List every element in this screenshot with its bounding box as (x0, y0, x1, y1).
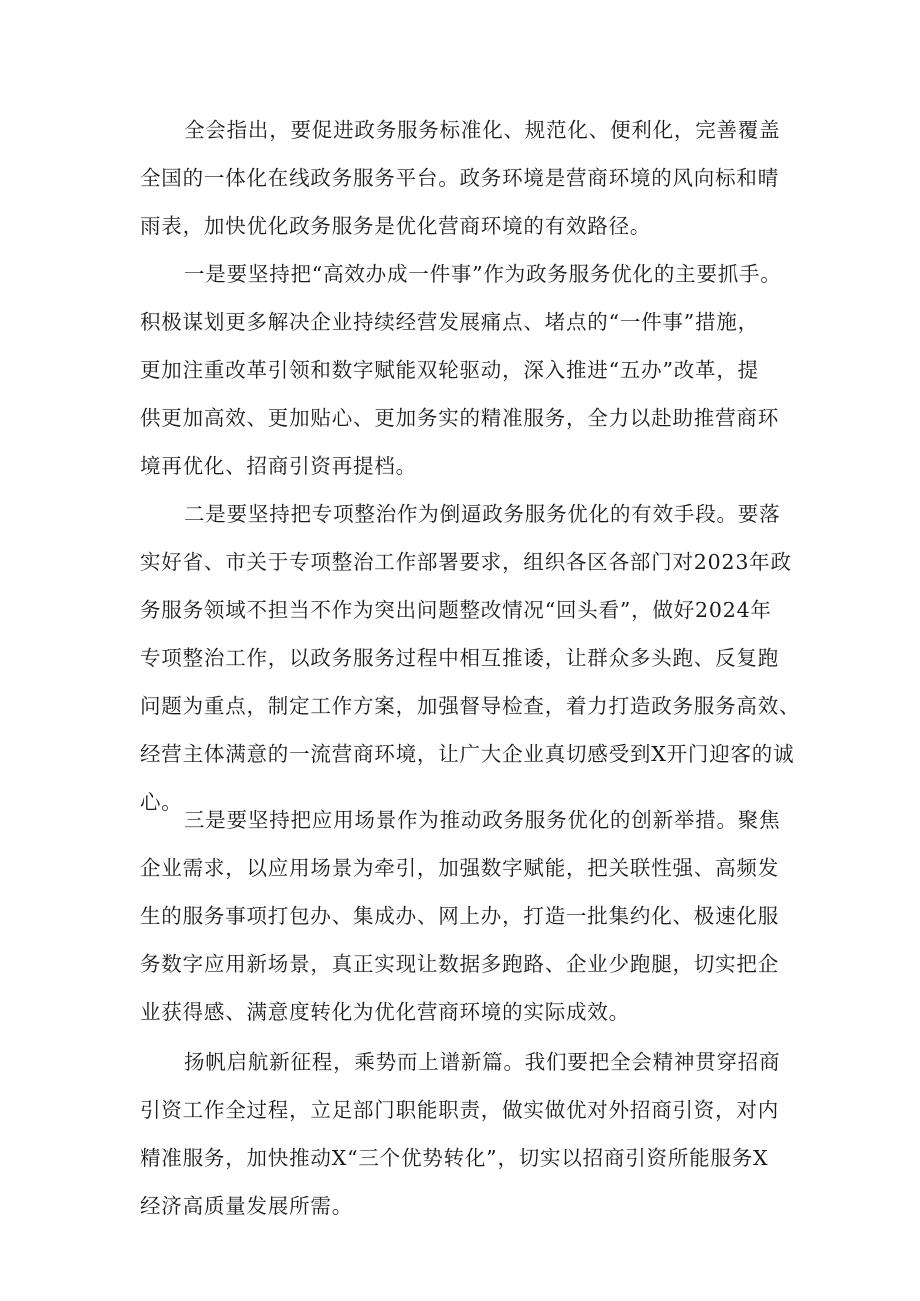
paragraph-line: 更加注重改革引领和数字赋能双轮驱动，深入推进“五办”改革，提 (140, 358, 759, 382)
paragraph-line: 问题为重点，制定工作方案，加强督导检查，着力打造政务服务高效、 (140, 694, 801, 718)
paragraph-line: 生的服务事项打包办、集成办、网上办，打造一批集约化、极速化服 (140, 904, 779, 928)
paragraph-line: 全会指出，要促进政务服务标准化、规范化、便利化，完善覆盖 (184, 118, 781, 142)
paragraph-line: 引资工作全过程，立足部门职能职责，做实做优对外招商引资，对内 (140, 1098, 779, 1122)
paragraph-line: 全国的一体化在线政务服务平台。政务环境是营商环境的风向标和晴 (140, 166, 779, 190)
paragraph-2 (140, 250, 800, 490)
paragraph-line: 务服务领域不担当不作为突出问题整改情况“回头看”，做好2024年 (140, 598, 772, 622)
paragraph-line: 积极谋划更多解决企业持续经营发展痛点、堵点的“一件事”措施， (140, 310, 759, 334)
paragraph-line: 境再优化、招商引资再提档。 (140, 454, 417, 478)
paragraph-4 (140, 796, 800, 1036)
paragraph-3 (140, 490, 800, 826)
paragraph-line: 业获得感、满意度转化为优化营商环境的实际成效。 (140, 1000, 630, 1024)
paragraph-line: 扬帆启航新征程，乘势而上谱新篇。我们要把全会精神贯穿招商 (184, 1050, 781, 1074)
paragraph-line: 实好省、市关于专项整治工作部署要求，组织各区各部门对2023年政 (140, 550, 792, 574)
paragraph-line: 经营主体满意的一流营商环境，让广大企业真切感受到X开门迎客的诚 (140, 742, 795, 766)
paragraph-line: 雨表，加快优化政务服务是优化营商环境的有效路径。 (140, 214, 652, 238)
paragraph-line: 精准服务，加快推动X“三个优势转化”，切实以招商引资所能服务X (140, 1146, 769, 1170)
paragraph-1 (140, 106, 800, 250)
paragraph-line: 一是要坚持把“高效办成一件事”作为政务服务优化的主要抓手。 (184, 262, 782, 286)
paragraph-line: 供更加高效、更加贴心、更加务实的精准服务，全力以赴助推营商环 (140, 406, 779, 430)
paragraph-line: 专项整治工作，以政务服务过程中相互推诿，让群众多头跑、反复跑 (140, 646, 779, 670)
paragraph-line: 务数字应用新场景，真正实现让数据多跑路、企业少跑腿，切实把企 (140, 952, 779, 976)
paragraph-line: 经济高质量发展所需。 (140, 1194, 353, 1218)
paragraph-5 (140, 1038, 800, 1230)
paragraph-line: 心。 (140, 790, 183, 814)
paragraph-line: 三是要坚持把应用场景作为推动政务服务优化的创新举措。聚焦 (184, 808, 781, 832)
paragraph-line: 二是要坚持把专项整治作为倒逼政务服务优化的有效手段。要落 (184, 502, 781, 526)
paragraph-line: 企业需求，以应用场景为牵引，加强数字赋能，把关联性强、高频发 (140, 856, 779, 880)
